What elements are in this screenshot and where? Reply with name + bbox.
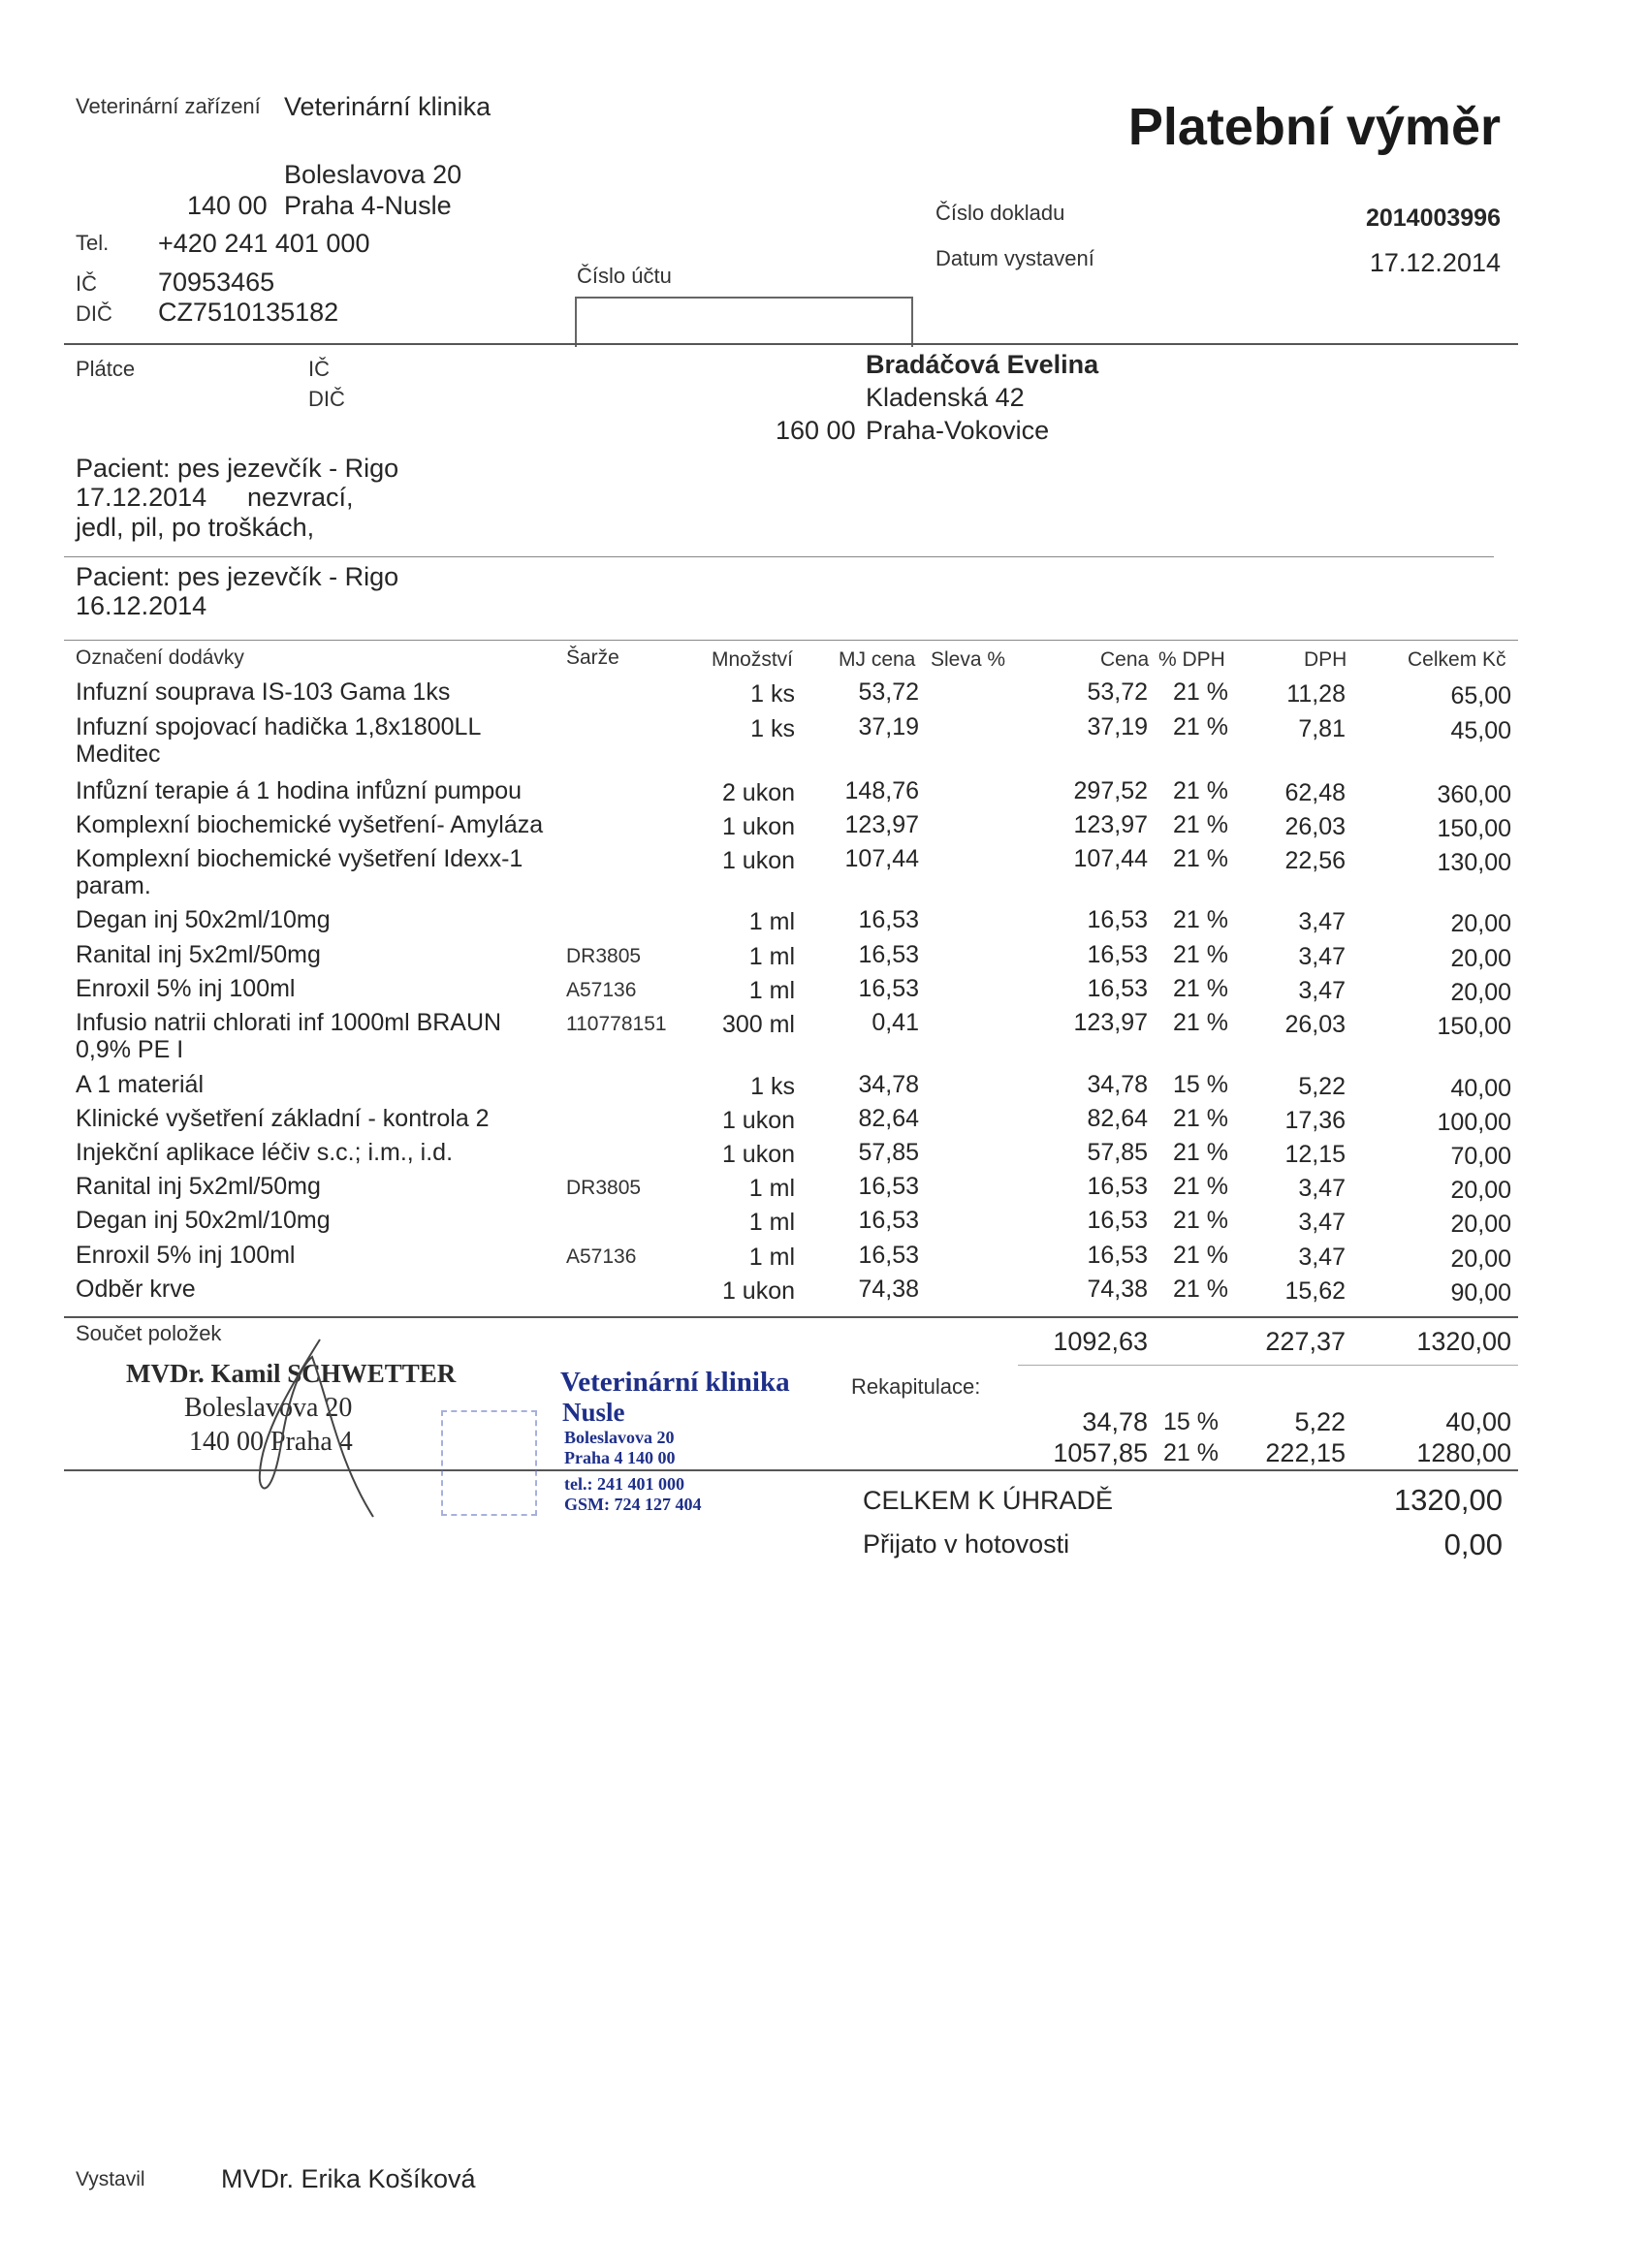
note-patient-1: Pacient: pes jezevčík - Rigo (76, 454, 399, 483)
row-1-price: 53,72 (1087, 678, 1148, 706)
row-9-rate: 21 % (1173, 1009, 1228, 1036)
row-7-unit: 16,53 (858, 941, 919, 968)
clinic-zip: 140 00 (187, 191, 268, 220)
payer-zip: 160 00 (776, 416, 856, 445)
notes-divider (64, 556, 1494, 557)
stamp-doctor-line1: MVDr. Kamil SCHWETTER (126, 1359, 457, 1388)
row-10-total: 40,00 (1450, 1075, 1511, 1102)
row-8-rate: 21 % (1173, 975, 1228, 1002)
row-12-unit: 57,85 (858, 1139, 919, 1166)
row-4-vat: 26,03 (1284, 813, 1346, 840)
row-10-unit: 34,78 (858, 1071, 919, 1098)
row-6-qty: 1 ml (748, 908, 795, 935)
recap-total-2: 1280,00 (1416, 1438, 1511, 1467)
row-11-vat: 17,36 (1284, 1107, 1346, 1134)
row-6-total: 20,00 (1450, 910, 1511, 937)
row-14-vat: 3,47 (1298, 1209, 1346, 1236)
row-1-vat: 11,28 (1286, 680, 1346, 708)
stamp-clinic-line3: Boleslavova 20 (564, 1428, 675, 1447)
col-header-qty: Množství (712, 648, 794, 671)
row-9-vat: 26,03 (1284, 1011, 1346, 1038)
row-6-unit: 16,53 (858, 906, 919, 933)
recap-vat-2: 222,15 (1265, 1438, 1346, 1467)
row-11-total: 100,00 (1437, 1109, 1511, 1136)
row-4-unit: 123,97 (844, 811, 919, 838)
clinic-city: Praha 4-Nusle (284, 191, 452, 220)
row-7-batch: DR3805 (566, 945, 642, 967)
sum-label: Součet položek (76, 1321, 222, 1345)
clinic-tel: +420 241 401 000 (158, 229, 370, 258)
row-14-price: 16,53 (1087, 1207, 1148, 1234)
row-8-total: 20,00 (1450, 979, 1511, 1006)
row-10-vat: 5,22 (1298, 1073, 1346, 1100)
stamp-doctor-line3: 140 00 Praha 4 (189, 1427, 353, 1457)
row-5-name-cont: param. (76, 872, 151, 899)
row-2-unit: 37,19 (858, 713, 919, 740)
row-10-price: 34,78 (1087, 1071, 1148, 1098)
row-13-total: 20,00 (1450, 1177, 1511, 1204)
row-7-qty: 1 ml (748, 943, 795, 970)
row-9-name: Infusio natrii chlorati inf 1000ml BRAUN (76, 1009, 502, 1036)
row-8-name: Enroxil 5% inj 100ml (76, 975, 296, 1002)
issued-label: Vystavil (76, 2168, 145, 2190)
row-7-name: Ranital inj 5x2ml/50mg (76, 941, 321, 968)
row-4-qty: 1 ukon (721, 813, 795, 840)
recap-rate-2: 21 % (1163, 1439, 1219, 1466)
row-6-vat: 3,47 (1298, 908, 1346, 935)
row-5-name: Komplexní biochemické vyšetření Idexx-1 (76, 845, 523, 872)
row-13-qty: 1 ml (748, 1175, 795, 1202)
row-15-unit: 16,53 (858, 1242, 919, 1269)
payer-street: Kladenská 42 (866, 383, 1025, 412)
clinic-name: Veterinární klinika (284, 92, 491, 121)
row-15-qty: 1 ml (748, 1244, 795, 1271)
row-3-price: 297,52 (1073, 777, 1148, 804)
col-header-unit-price: MJ cena (839, 648, 916, 671)
doc-number-label: Číslo dokladu (935, 201, 1065, 225)
row-11-rate: 21 % (1173, 1105, 1228, 1132)
issued-by: MVDr. Erika Košíková (221, 2164, 476, 2193)
row-5-rate: 21 % (1173, 845, 1228, 872)
clinic-street: Boleslavova 20 (284, 160, 462, 189)
row-3-vat: 62,48 (1284, 779, 1346, 806)
table-top-divider (64, 640, 1518, 641)
row-12-qty: 1 ukon (721, 1141, 795, 1168)
row-11-unit: 82,64 (858, 1105, 919, 1132)
col-header-price: Cena (1100, 648, 1150, 671)
row-15-price: 16,53 (1087, 1242, 1148, 1269)
row-5-total: 130,00 (1437, 849, 1511, 876)
doc-number: 2014003996 (1365, 205, 1501, 232)
row-8-vat: 3,47 (1298, 977, 1346, 1004)
stamp-clinic-line1: Veterinární klinika (560, 1367, 790, 1398)
sum-total: 1320,00 (1416, 1327, 1511, 1356)
row-12-vat: 12,15 (1284, 1141, 1346, 1168)
cash-amount: 0,00 (1443, 1528, 1503, 1561)
row-16-name: Odběr krve (76, 1276, 196, 1303)
note-date-1: 17.12.2014 (76, 483, 207, 512)
account-box (575, 297, 913, 347)
row-11-price: 82,64 (1087, 1105, 1148, 1132)
row-1-name: Infuzní souprava IS-103 Gama 1ks (76, 678, 451, 706)
row-7-rate: 21 % (1173, 941, 1228, 968)
row-2-price: 37,19 (1087, 713, 1148, 740)
row-12-total: 70,00 (1450, 1143, 1511, 1170)
row-10-name: A 1 materiál (76, 1071, 205, 1098)
row-11-name: Klinické vyšetření základní - kontrola 2 (76, 1105, 490, 1132)
row-3-name: Infůzní terapie á 1 hodina infůzní pumpou (76, 777, 523, 804)
row-1-unit: 53,72 (858, 678, 919, 706)
payer-name: Bradáčová Evelina (866, 350, 1099, 379)
row-6-name: Degan inj 50x2ml/10mg (76, 906, 331, 933)
row-8-price: 16,53 (1087, 975, 1148, 1002)
doc-title: Platební výměr (1127, 98, 1501, 156)
row-3-qty: 2 ukon (721, 779, 795, 806)
doc-date-label: Datum vystavení (935, 246, 1094, 270)
clinic-label: Veterinární zařízení (76, 94, 261, 118)
col-header-item: Označení dodávky (76, 646, 244, 669)
recap-total-1: 40,00 (1445, 1407, 1511, 1436)
row-16-total: 90,00 (1450, 1279, 1511, 1307)
col-header-vat-rate: % DPH (1158, 648, 1225, 671)
row-15-batch: A57136 (566, 1245, 637, 1268)
row-11-qty: 1 ukon (721, 1107, 795, 1134)
header-divider (64, 343, 1518, 345)
row-7-price: 16,53 (1087, 941, 1148, 968)
row-4-total: 150,00 (1437, 815, 1511, 842)
col-header-vat: DPH (1304, 648, 1347, 671)
row-9-unit: 0,41 (872, 1009, 919, 1036)
recap-rate-1: 15 % (1163, 1408, 1219, 1435)
sum-price: 1092,63 (1053, 1327, 1148, 1356)
clinic-ic: 70953465 (158, 268, 275, 297)
row-16-qty: 1 ukon (721, 1277, 795, 1305)
row-2-qty: 1 ks (750, 715, 795, 742)
row-13-vat: 3,47 (1298, 1175, 1346, 1202)
account-label: Číslo účtu (577, 264, 672, 288)
col-header-total: Celkem Kč (1408, 648, 1506, 671)
row-16-unit: 74,38 (858, 1276, 919, 1303)
recap-price-2: 1057,85 (1053, 1438, 1148, 1467)
recap-price-1: 34,78 (1082, 1407, 1148, 1436)
row-14-unit: 16,53 (858, 1207, 919, 1234)
row-3-unit: 148,76 (844, 777, 919, 804)
clinic-ic-label: IČ (76, 271, 97, 296)
doc-date: 17.12.2014 (1369, 248, 1501, 277)
row-9-price: 123,97 (1073, 1009, 1148, 1036)
row-2-name-cont: Meditec (76, 740, 161, 768)
clinic-dic: CZ7510135182 (158, 298, 339, 327)
note-date-2: 16.12.2014 (76, 591, 207, 620)
row-9-qty: 300 ml (721, 1011, 795, 1038)
row-9-name-cont: 0,9% PE I (76, 1036, 184, 1063)
row-13-batch: DR3805 (566, 1177, 642, 1199)
row-16-vat: 15,62 (1284, 1277, 1346, 1305)
row-15-name: Enroxil 5% inj 100ml (76, 1242, 296, 1269)
row-10-rate: 15 % (1173, 1071, 1228, 1098)
row-16-rate: 21 % (1173, 1276, 1228, 1303)
row-15-total: 20,00 (1450, 1245, 1511, 1273)
cash-label: Přijato v hotovosti (863, 1529, 1070, 1559)
row-8-qty: 1 ml (748, 977, 795, 1004)
stamp-clinic-line6: GSM: 724 127 404 (564, 1495, 702, 1514)
payer-label: Plátce (76, 357, 136, 381)
row-15-rate: 21 % (1173, 1242, 1228, 1269)
row-2-vat: 7,81 (1298, 715, 1346, 742)
row-5-vat: 22,56 (1284, 847, 1346, 874)
row-4-price: 123,97 (1073, 811, 1148, 838)
row-10-qty: 1 ks (750, 1073, 795, 1100)
row-5-qty: 1 ukon (721, 847, 795, 874)
row-13-name: Ranital inj 5x2ml/50mg (76, 1173, 321, 1200)
row-12-name: Injekční aplikace léčiv s.c.; i.m., i.d. (76, 1139, 454, 1166)
row-2-name: Infuzní spojovací hadička 1,8x1800LL (76, 713, 482, 740)
note-text-1b: jedl, pil, po troškách, (76, 513, 315, 542)
row-7-total: 20,00 (1450, 945, 1511, 972)
col-header-batch: Šarže (566, 646, 619, 669)
row-8-batch: A57136 (566, 979, 637, 1001)
row-5-unit: 107,44 (844, 845, 919, 872)
due-label: CELKEM K ÚHRADĚ (863, 1486, 1114, 1515)
payer-ic-label: IČ (308, 357, 330, 381)
row-13-unit: 16,53 (858, 1173, 919, 1200)
row-13-price: 16,53 (1087, 1173, 1148, 1200)
row-7-vat: 3,47 (1298, 943, 1346, 970)
col-header-discount: Sleva % (931, 648, 1006, 671)
row-12-price: 57,85 (1087, 1139, 1148, 1166)
row-13-rate: 21 % (1173, 1173, 1228, 1200)
signature-icon (223, 1328, 378, 1522)
table-bottom-divider (64, 1316, 1518, 1318)
row-6-price: 16,53 (1087, 906, 1148, 933)
row-9-batch: 110778151 (566, 1013, 667, 1035)
row-3-total: 360,00 (1437, 781, 1511, 808)
row-2-rate: 21 % (1173, 713, 1228, 740)
row-14-rate: 21 % (1173, 1207, 1228, 1234)
row-4-name: Komplexní biochemické vyšetření- Amyláza (76, 811, 544, 838)
row-1-qty: 1 ks (750, 680, 795, 708)
payer-dic-label: DIČ (308, 387, 345, 411)
row-6-rate: 21 % (1173, 906, 1228, 933)
row-4-rate: 21 % (1173, 811, 1228, 838)
row-8-unit: 16,53 (858, 975, 919, 1002)
note-text-1a: nezvrací, (247, 483, 354, 512)
stamp-clinic-line5: tel.: 241 401 000 (564, 1474, 684, 1494)
row-2-total: 45,00 (1450, 717, 1511, 744)
row-1-total: 65,00 (1450, 682, 1511, 709)
stamp-doctor-line2: Boleslavova 20 (184, 1393, 353, 1423)
row-14-name: Degan inj 50x2ml/10mg (76, 1207, 331, 1234)
stamp-clinic-line4: Praha 4 140 00 (564, 1448, 676, 1467)
recap-vat-1: 5,22 (1294, 1407, 1346, 1436)
row-9-total: 150,00 (1437, 1013, 1511, 1040)
stamp-clinic-line2: Nusle (562, 1398, 625, 1427)
stamp-emblem-icon (441, 1410, 537, 1516)
sum-divider (1018, 1365, 1518, 1366)
row-16-price: 74,38 (1087, 1276, 1148, 1303)
row-12-rate: 21 % (1173, 1139, 1228, 1166)
row-14-qty: 1 ml (748, 1209, 795, 1236)
due-amount: 1320,00 (1393, 1483, 1503, 1517)
sum-vat: 227,37 (1265, 1327, 1346, 1356)
row-1-rate: 21 % (1173, 678, 1228, 706)
row-5-price: 107,44 (1073, 845, 1148, 872)
payer-city: Praha-Vokovice (866, 416, 1050, 445)
row-3-rate: 21 % (1173, 777, 1228, 804)
clinic-dic-label: DIČ (76, 301, 112, 326)
row-15-vat: 3,47 (1298, 1244, 1346, 1271)
note-patient-2: Pacient: pes jezevčík - Rigo (76, 562, 399, 591)
row-14-total: 20,00 (1450, 1211, 1511, 1238)
clinic-tel-label: Tel. (76, 231, 110, 255)
recap-label: Rekapitulace: (851, 1374, 981, 1399)
